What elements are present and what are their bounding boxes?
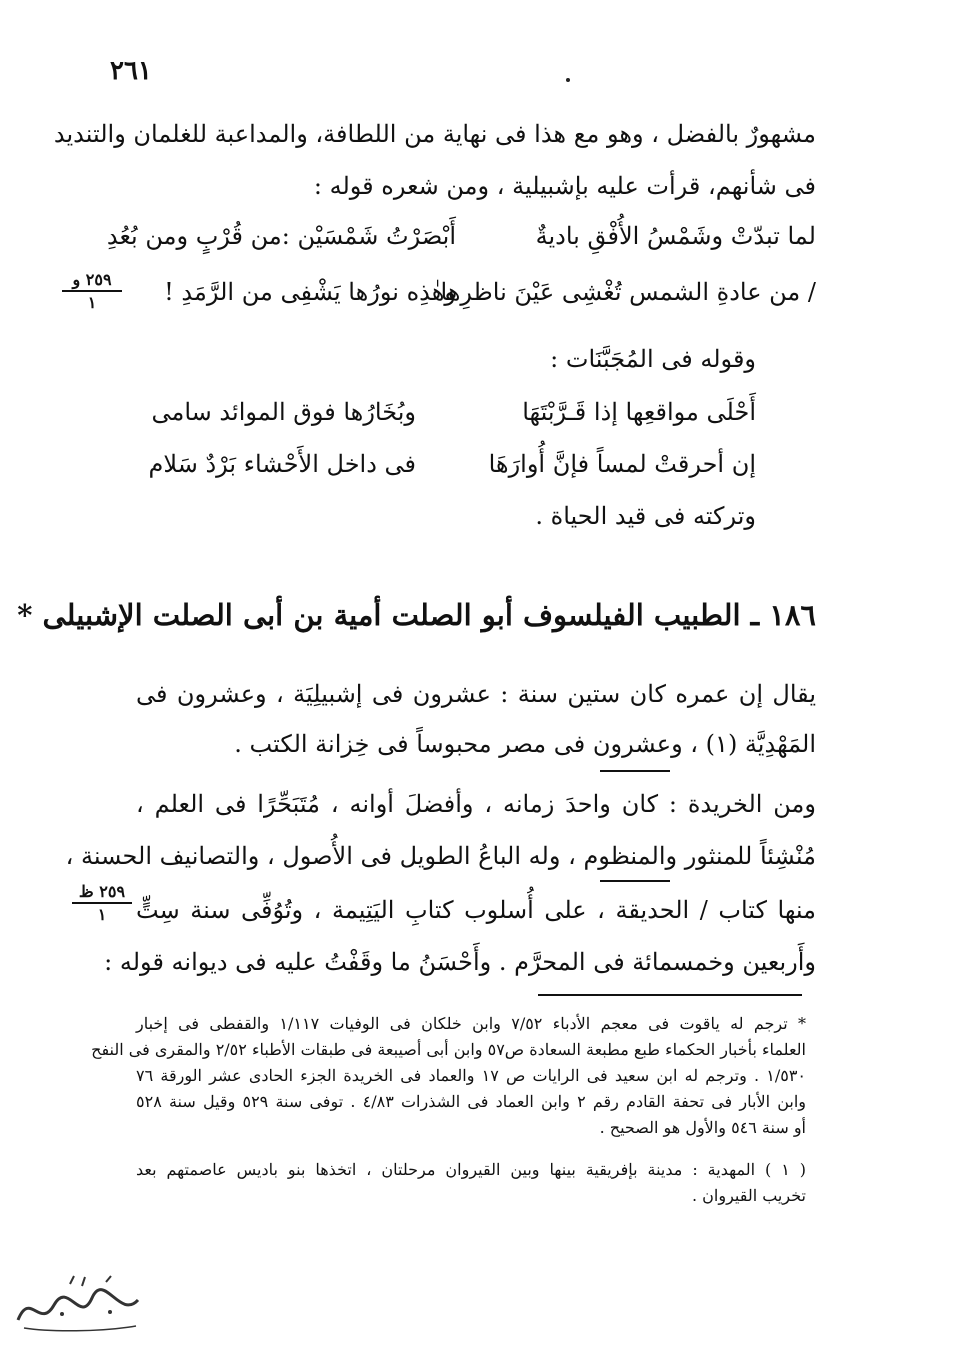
para-2-line-3: منها كتاب / الحديقة ، على أُسلوب كتابِ اليَتِيمة ، وتُوُفِّى سنة سِتٍّ [136, 896, 816, 924]
margin-reference-1 [62, 270, 122, 312]
verse-intro: وقوله فى المُجَبَّنَات : [550, 345, 756, 373]
entry-heading: ١٨٦ ـ الطبيب الفيلسوف أبو الصلت أمية بن أبى الصلت الإشبيلى * [17, 598, 816, 632]
verse-2-hemistich-2: وهٰذِه نورُها يَشْفِى من الرَّمَدِ ! [164, 278, 456, 306]
verse-4-hemistich-2: فى داخل الأَحْشاء بَرْدٌ سَلام [148, 450, 416, 478]
verse-1-hemistich-2: أَبْصَرْتُ شَمْسَيْن :من قُرْبٍ ومن بُعُدِ [106, 222, 456, 250]
library-stamp-watermark [10, 1270, 150, 1340]
margin-reference-2 [72, 882, 132, 924]
verse-2-hemistich-1: / من عادةِ الشمس تُغْشِى عَيْنَ ناظرِها [440, 278, 816, 306]
margin-ref-2-folio: ٢٥٩ ظ [72, 882, 132, 904]
page-number: ٢٦١ [110, 56, 152, 86]
print-dot [566, 78, 570, 82]
para-1-line-2: المَهْدِيَّة (١) ، وعشرون فى مصر محبوساً فى خِزانة الكتب . [234, 730, 816, 758]
footnote-2-line-2: تخريب القيروان . [691, 1186, 806, 1205]
intro-line-1: مشهورٌ بالفضل ، وهو مع هذا فى نهاية من اللطافة، والمداعبة للغلمان والتنديد [53, 120, 816, 148]
para-2-line-2: مُنْشِئاً للمنثور والمنظوم ، وله الباعُ الطويل فى الأُصول ، والتصانيف الحسنة ، [65, 842, 816, 870]
verse-4-hemistich-1: إن أحرقتْ لمساً فإنَّ أُوارَهَا [488, 450, 756, 478]
footnote-1-line-5: أو سنة ٥٤٦ والأول هو الصحيح . [599, 1118, 806, 1137]
margin-ref-1-folio: ٢٥٩ و [62, 270, 122, 292]
footnote-1-line-1: * ترجم له ياقوت فى معجم الأدباء ٧/٥٢ وابن خلكان فى الوفيات ١/١١٧ والقفطى فى إخبار [136, 1014, 807, 1033]
para-2-line-1: ومن الخريدة : كان واحدَ زمانه ، وأفضلَ أوانه ، مُتَبَحِّرًا فى العلم ، [136, 790, 816, 818]
footnote-2-line-1: ( ١ ) المهدية : مدينة بإفريقية بينها وبين القيروان مرحلتان ، اتخذها بنو باديس عاصمتهم بعد [136, 1160, 807, 1179]
verse-1-hemistich-1: لما تبدّتْ وشَمْسُ الأُفْقِ باديةٌ [535, 222, 816, 250]
margin-ref-2-line: ١ [97, 905, 107, 924]
footnote-1-line-2: العلماء بأخبار الحكماء طبع مطبعة السعادة ص٥٧ وابن أبى أصيبعة فى طبقات الأطباء ٢/٥٢ والمقرى فى النفح [91, 1040, 806, 1059]
para-1-line-1: يقال إن عمره كان ستين سنة : عشرون فى إشبيلِيَة ، وعشرون فى [136, 680, 816, 708]
footnote-1-line-3: ١/٥٣٠ . وترجم له ابن سعيد فى الرايات ص ١٧ والعماد فى الخريدة الجزء الحادى عشر الورقة ٧٦ [136, 1066, 806, 1085]
footnote-1-line-4: وابن الأبار فى تحفة القادم رقم ٢ وابن العماد فى الشذرات ٤/٨٣ . توفى سنة ٥٢٩ وقيل سنة ٥٢٨ [136, 1092, 807, 1111]
para-2-line-4: وأَربعين وخمسمائة فى المحرَّم . وأَحْسَنُ ما وقَفْتُ عليه فى ديوانه قوله : [104, 948, 816, 976]
verse-3-hemistich-1: أَحْلَى مواقعِها إذا قَـرَّبْتَهَا [522, 398, 756, 426]
after-verses-line: وتركته فى قيد الحياة . [535, 502, 756, 530]
footnote-separator [538, 994, 802, 996]
intro-line-2: فى شأنهم، قرأت عليه بإشبيلية ، ومن شعره قوله : [313, 172, 816, 200]
underline-mark [600, 880, 670, 882]
verse-3-hemistich-2: وبُخَارُها فوق الموائد سامى [151, 398, 416, 426]
underline-source [600, 770, 670, 772]
margin-ref-1-line: ١ [87, 293, 97, 312]
